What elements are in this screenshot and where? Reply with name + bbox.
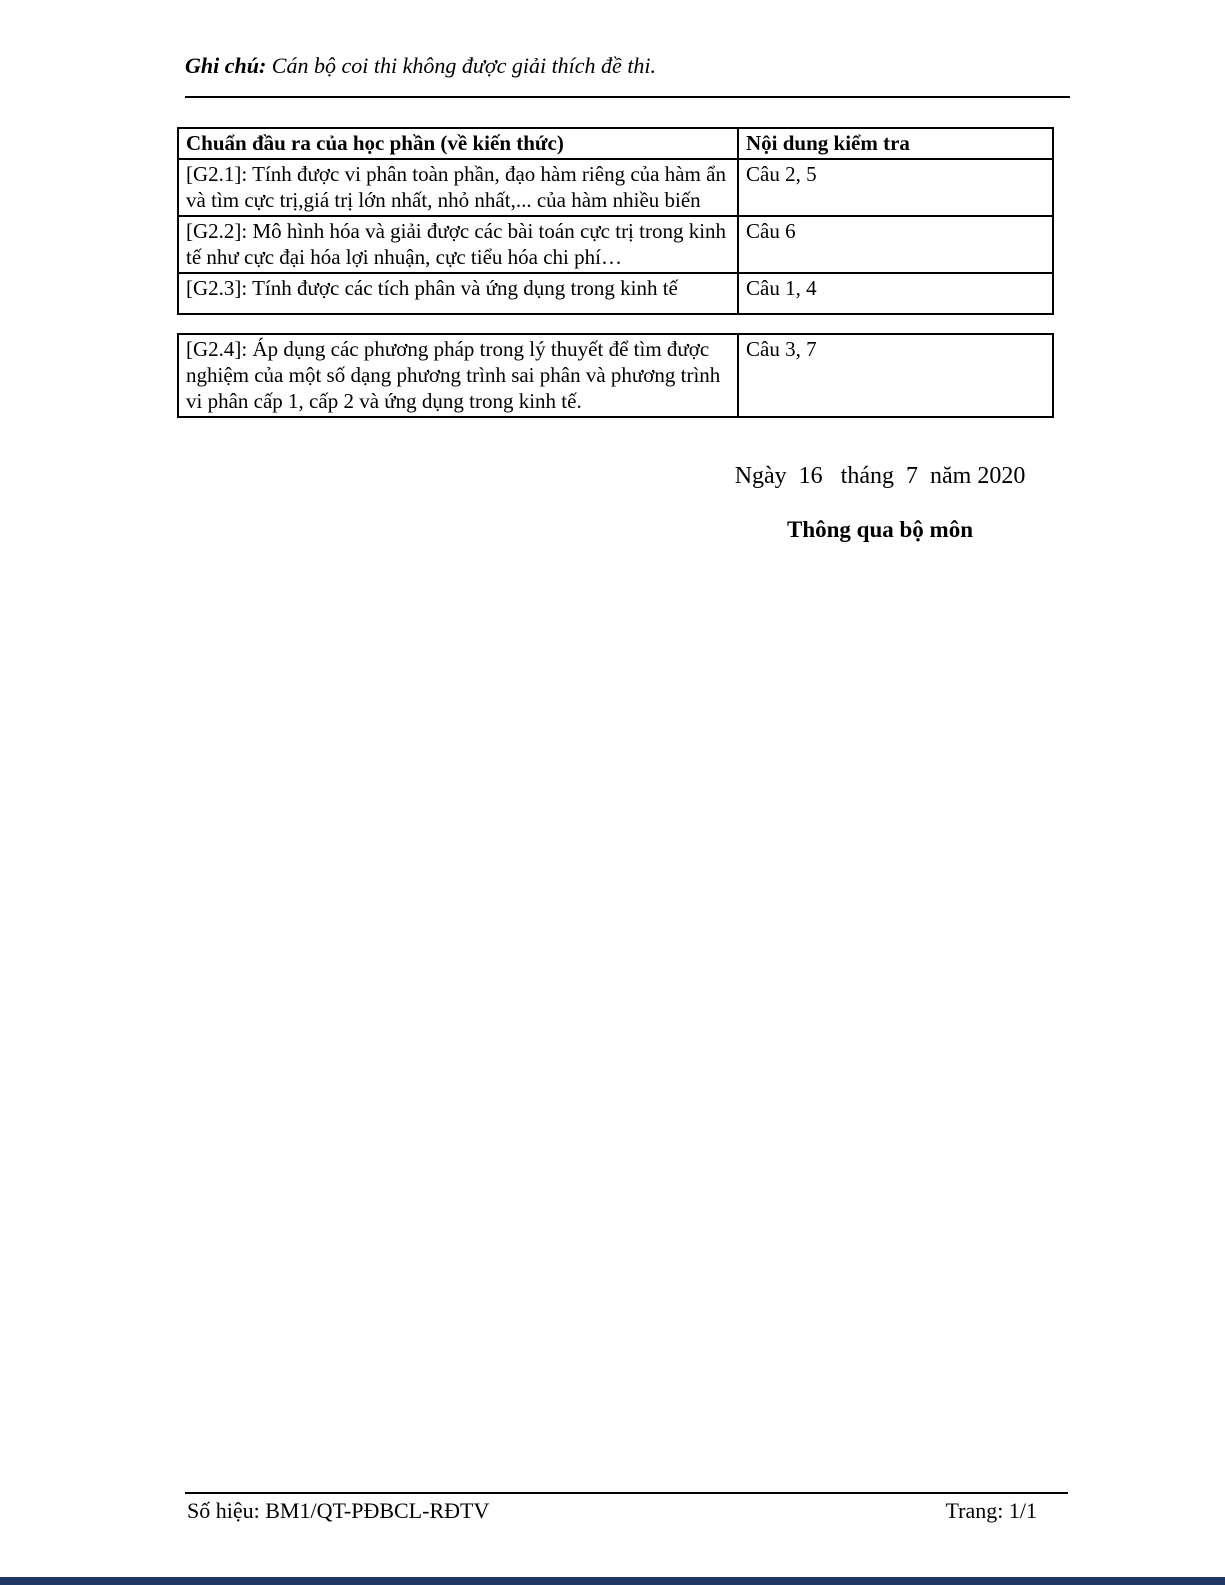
bottom-bar [0,1577,1225,1585]
outcome-g23: [G2.3]: Tính được các tích phân và ứng dụng trong kinh tế [178,273,738,314]
note-line [185,53,656,79]
outcome-g21: [G2.1]: Tính được vi phân toàn phần, đạo hàm riêng của hàm ẩn và tìm cực trị,giá trị lớn nhất, nhỏ nhất,... của hàm nhiều biến [178,159,738,216]
note-rule [185,96,1070,98]
doc-number: Số hiệu: BM1/QT-PĐBCL-RĐTV [187,1498,490,1523]
content-g24: Câu 3, 7 [738,334,1053,417]
header-outcome: Chuẩn đầu ra của học phần (về kiến thức) [178,128,738,159]
table-row-g23 [178,273,1053,314]
header-content: Nội dung kiểm tra [738,128,1053,159]
page-number: Trang: 1/1 [945,1498,1037,1523]
outcome-g22: [G2.2]: Mô hình hóa và giải được các bài toán cực trị trong kinh tế như cực đại hóa lợi nhuận, cực tiểu hóa chi phí… [178,216,738,273]
outcome-g24: [G2.4]: Áp dụng các phương pháp trong lý thuyết để tìm được nghiệm của một số dạng phương trình sai phân và phương trình vi phân cấp 1, cấp 2 và ứng dụng trong kinh tế. [178,334,738,417]
outcomes-table [177,127,1054,315]
signature-block [720,461,1040,543]
table-row-g24 [178,334,1053,417]
date-line: Ngày 16 tháng 7 năm 2020 [734,463,1026,489]
footer [187,1497,1037,1524]
table-row-g22 [178,216,1053,273]
content-g23: Câu 1, 4 [738,273,1053,314]
footer-rule [185,1492,1068,1494]
table-header-row [178,128,1053,159]
content-g22: Câu 6 [738,216,1053,273]
approval-title: Thông qua bộ môn [787,517,973,542]
note-label: Ghi chú: [185,53,267,78]
outcomes-table-continued [177,333,1054,418]
note-text: Cán bộ coi thi không được giải thích đề thi. [266,53,657,78]
content-g21: Câu 2, 5 [738,159,1053,216]
table-row-g21 [178,159,1053,216]
